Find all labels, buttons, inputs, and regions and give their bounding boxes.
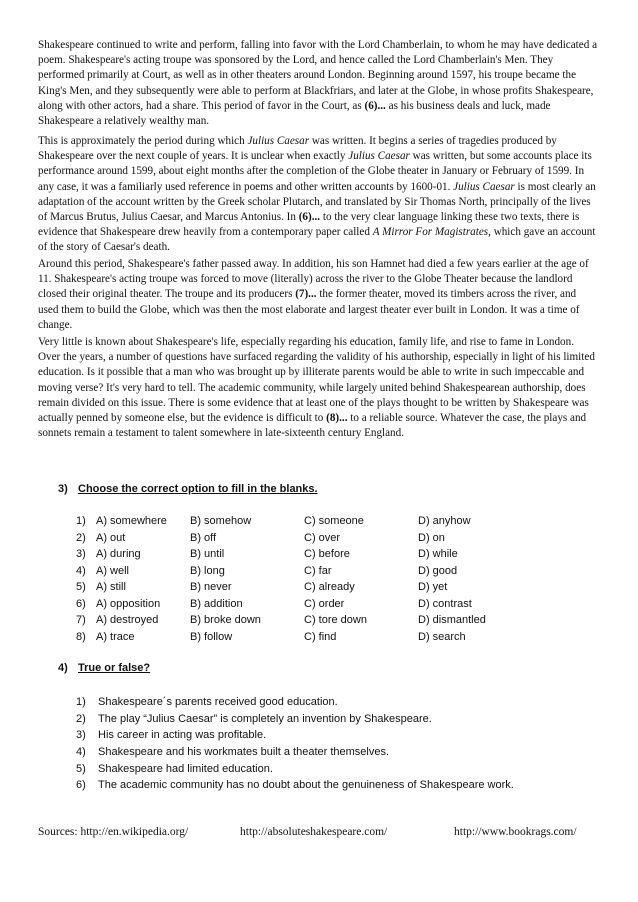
question-4-heading <box>58 662 150 674</box>
p2-title-3: Julius Caesar <box>453 180 515 193</box>
item-statement: Shakespeare had limited education. <box>98 763 273 775</box>
p3-t2: the former theater, moved its timbers across the river, and used them to build the Globe, which was then the most elaborate and largest theater ever built in London. It was a time of change. <box>38 288 580 331</box>
option-number: 1) <box>76 515 86 527</box>
p4-t1: Very little is known about Shakespeare's life, especially regarding his education, family life, and rise to fame in London. Over the years, a number of questions have surfaced regarding the validity of his authorship, especially in light of his limited education. Is it possible that a man who was brought up by illiterate parents would be able to write in such impeccable and moving verse? It's very hard to tell. The academic community, while largely united behind Shakespearean authorship, does remain divided on this issue. There is some evidence that at least one of the plays thought to be written by Shakespeare was actually penned by someone else, but the evidence is difficult to <box>38 336 595 425</box>
item-statement: Shakespeare and his workmates built a theater themselves. <box>98 746 390 758</box>
option-c: C) someone <box>304 515 364 527</box>
item-number: 1) <box>76 696 86 708</box>
p2-t1: This is approximately the period during which <box>38 135 248 147</box>
source-bookrags-link[interactable]: http://www.bookrags.com/ <box>454 826 577 838</box>
option-c: C) before <box>304 548 350 560</box>
question-4-number: 4) <box>58 662 68 674</box>
paragraph-4 <box>38 335 598 441</box>
question-3-heading <box>58 483 318 495</box>
option-number: 7) <box>76 614 86 626</box>
p2-t4: is most clearly an adaptation of the account written by the Greek scholar Plutarch, and translated by Sir Thomas North, principally of the lives of Marcus Brutus, Julius Caesar, and Marcus Antonius. In <box>38 180 596 224</box>
option-c: C) already <box>304 581 355 593</box>
option-c: C) find <box>304 631 337 643</box>
option-a: A) out <box>96 532 126 544</box>
option-number: 6) <box>76 598 86 610</box>
question-3-title: Choose the correct option to fill in the blanks. <box>78 483 318 495</box>
item-number: 2) <box>76 713 86 725</box>
p2-t2: was written. It begins a series of tragedies produced by Shakespeare over the next couple of years. It is unclear when exactly <box>38 135 557 163</box>
p2-title-2: Julius Caesar <box>348 150 410 163</box>
blank-6a: (6)... <box>364 99 386 112</box>
option-d: D) good <box>418 565 458 577</box>
option-number: 3) <box>76 548 86 560</box>
option-d: D) anyhow <box>418 515 471 527</box>
option-d: D) dismantled <box>418 614 486 626</box>
option-d: D) search <box>418 631 466 643</box>
question-4-title: True or false? <box>78 662 151 674</box>
option-a: A) during <box>96 548 141 560</box>
p3-t1: Around this period, Shakespeare's father passed away. In addition, his son Hamnet had died a few years earlier at the age of 11. Shakespeare's acting troupe was forced to move (literally) across the river to the Globe Theater because the landlord closed their original theater. The troupe and its producers <box>38 258 589 301</box>
item-number: 5) <box>76 763 86 775</box>
option-d: D) contrast <box>418 598 472 610</box>
blank-7: (7)... <box>295 288 317 301</box>
option-b: B) never <box>190 581 232 593</box>
list-item <box>76 727 266 743</box>
p2-title-1: Julius Caesar <box>247 135 310 147</box>
option-a: A) well <box>96 565 130 577</box>
option-b: B) follow <box>190 631 233 643</box>
option-a: A) trace <box>96 631 135 643</box>
p1-text-b: as his business deals and luck, made Shakespeare a relatively wealthy man. <box>38 99 551 128</box>
option-a: A) opposition <box>96 598 161 610</box>
p2-t6: , which gave an account of the story of Caesar's death. <box>38 226 596 254</box>
paragraph-2 <box>38 134 598 256</box>
blank-8: (8)... <box>326 412 348 425</box>
option-a: A) still <box>96 581 126 593</box>
option-b: B) addition <box>190 598 243 610</box>
question-3-number: 3) <box>58 483 68 495</box>
item-statement: The academic community has no doubt about the genuineness of Shakespeare work. <box>98 779 514 791</box>
p2-t5: to the very clear language linking these two texts, there is evidence that Shakespeare drew heavily from a contemporary paper called <box>38 211 580 239</box>
item-number: 4) <box>76 746 86 758</box>
item-statement: The play “Julius Caesar” is completely an invention by Shakespeare. <box>98 713 432 725</box>
option-a: A) destroyed <box>96 614 159 626</box>
p2-t3: was written, but some accounts place its performance around 1599, about eight months after the completion of the Globe theater in January or February of 1599. In any case, it was a familiarly used reference in poems and other written accounts by 1600-01. <box>38 150 592 193</box>
list-item <box>76 711 432 727</box>
option-d: D) while <box>418 548 458 560</box>
option-number: 8) <box>76 631 86 643</box>
option-c: C) tore down <box>304 614 367 626</box>
item-statement: Shakespeare´s parents received good education. <box>98 696 338 708</box>
item-number: 3) <box>76 729 86 741</box>
option-d: D) on <box>418 532 445 544</box>
option-number: 5) <box>76 581 86 593</box>
p4-t2: to a reliable source. Whatever the case, the plays and sonnets remain a testament to talent somewhere in late-sixteenth century England. <box>38 412 587 440</box>
option-b: B) off <box>190 532 217 544</box>
paragraph-3 <box>38 257 598 333</box>
list-item <box>76 744 389 760</box>
source-wikipedia-link[interactable]: Sources: http://en.wikipedia.org/ <box>38 826 189 838</box>
option-d: D) yet <box>418 581 448 593</box>
item-statement: His career in acting was profitable. <box>98 729 267 741</box>
list-item <box>76 694 338 710</box>
option-number: 2) <box>76 532 86 544</box>
p1-text-a: Shakespeare continued to write and perform, falling into favor with the Lord Chamberlain, to whom he may have dedicated a poem. Shakespeare's acting troupe was sponsored by the Lord, and hence called the Lord Chamberlain's Men. They performed primarily at Court, as well as in other theaters around London. Beginning around 1597, his troupe became the King's Men, and they subsequently were able to perform at Blackfriars, and later at the Globe, in whose profits Shakespeare, along with other actors, had a share. This period of favor in the Court, as <box>38 39 598 112</box>
sources-footer <box>38 826 598 842</box>
blank-6b: (6)... <box>298 211 321 224</box>
option-c: C) over <box>304 532 341 544</box>
paragraph-1 <box>38 38 598 129</box>
option-number: 4) <box>76 565 86 577</box>
option-b: B) until <box>190 548 225 560</box>
option-c: C) order <box>304 598 345 610</box>
list-item <box>76 761 273 777</box>
item-number: 6) <box>76 779 86 791</box>
option-b: B) long <box>190 565 225 577</box>
option-b: B) broke down <box>190 614 261 626</box>
source-absoluteshakespeare-link[interactable]: http://absoluteshakespeare.com/ <box>240 826 388 838</box>
option-b: B) somehow <box>190 515 252 527</box>
p2-title-4: A Mirror For Magistrates <box>372 226 489 239</box>
option-c: C) far <box>304 565 332 577</box>
list-item <box>76 777 514 793</box>
option-a: A) somewhere <box>96 515 167 527</box>
